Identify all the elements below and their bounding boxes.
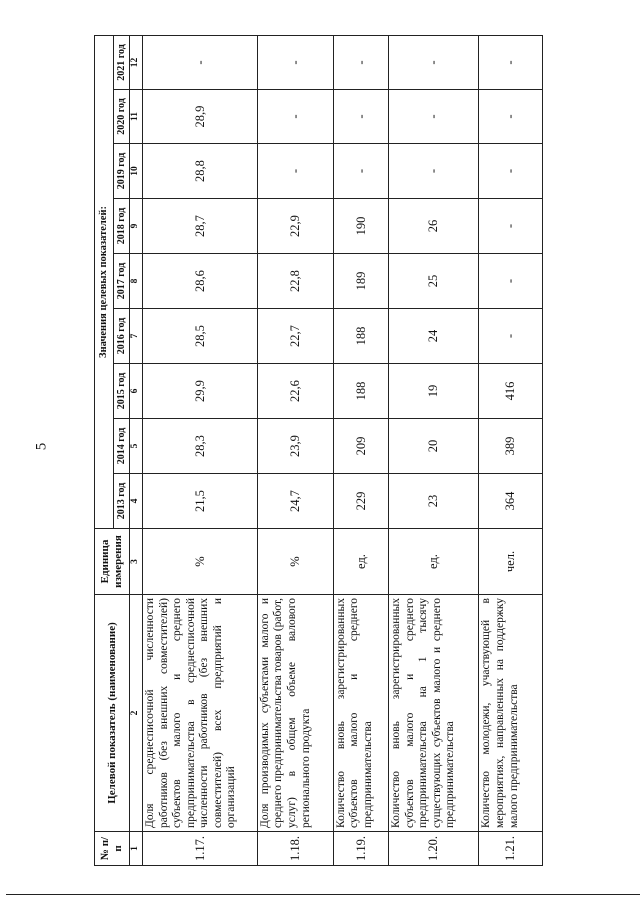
value-cell: 26 bbox=[389, 199, 479, 254]
column-number: 9 bbox=[130, 199, 143, 254]
indicator-description: Доля среднесписочной численности работников (без внешних совместителей) субъектов малого и среднего предпринимательства в среднесписочной численности работников (без внешних совместителей) всех предприятий и организаций bbox=[143, 595, 258, 832]
unit-cell: ед. bbox=[389, 529, 479, 595]
row-number: 1.19. bbox=[333, 832, 388, 866]
value-cell: 209 bbox=[333, 419, 388, 474]
value-cell: - bbox=[257, 90, 333, 144]
value-cell: 229 bbox=[333, 474, 388, 529]
header-year: 2021 год bbox=[114, 35, 130, 89]
column-number: 1 bbox=[130, 832, 143, 866]
value-cell: - bbox=[143, 35, 258, 89]
value-cell: - bbox=[389, 35, 479, 89]
header-year: 2018 год bbox=[114, 199, 130, 254]
column-number: 10 bbox=[130, 144, 143, 199]
header-row-top bbox=[95, 35, 114, 865]
value-cell: - bbox=[333, 144, 388, 199]
value-cell: - bbox=[389, 144, 479, 199]
value-cell: 389 bbox=[479, 419, 543, 474]
column-number: 4 bbox=[130, 474, 143, 529]
header-year: 2020 год bbox=[114, 90, 130, 144]
column-number: 7 bbox=[130, 309, 143, 364]
value-cell: - bbox=[479, 199, 543, 254]
value-cell: 28,6 bbox=[143, 254, 258, 309]
indicator-description: Количество молодежи, участвующей в мероприятиях, направленных на поддержку малого предпринимательства bbox=[479, 595, 543, 832]
value-cell: 28,5 bbox=[143, 309, 258, 364]
value-cell: 188 bbox=[333, 364, 388, 419]
header-year: 2014 год bbox=[114, 419, 130, 474]
header-year: 2013 год bbox=[114, 474, 130, 529]
target-indicators-table bbox=[94, 35, 543, 866]
value-cell: 29,9 bbox=[143, 364, 258, 419]
header-year: 2016 год bbox=[114, 309, 130, 364]
value-cell: - bbox=[389, 90, 479, 144]
value-cell: 189 bbox=[333, 254, 388, 309]
header-values-group: Значения целевых показателей: bbox=[95, 35, 114, 528]
indicator-description: Количество вновь зарегистрированных субъектов малого и среднего предпринимательства на 1 тысячу существующих субъектов малого и среднего предпринимательства bbox=[389, 595, 479, 832]
unit-cell: чел. bbox=[479, 529, 543, 595]
value-cell: - bbox=[479, 254, 543, 309]
column-number: 5 bbox=[130, 419, 143, 474]
footer-rule bbox=[6, 894, 640, 895]
table-row bbox=[479, 35, 543, 865]
unit-cell: % bbox=[143, 529, 258, 595]
value-cell: 364 bbox=[479, 474, 543, 529]
value-cell: 24 bbox=[389, 309, 479, 364]
unit-cell: ед. bbox=[333, 529, 388, 595]
value-cell: 22,6 bbox=[257, 364, 333, 419]
value-cell: - bbox=[257, 144, 333, 199]
table-row bbox=[143, 35, 258, 865]
value-cell: 28,8 bbox=[143, 144, 258, 199]
value-cell: 23 bbox=[389, 474, 479, 529]
value-cell: 20 bbox=[389, 419, 479, 474]
header-indicator: Целевой показатель (наименование) bbox=[95, 595, 130, 832]
column-number: 11 bbox=[130, 90, 143, 144]
value-cell: 21,5 bbox=[143, 474, 258, 529]
value-cell: 24,7 bbox=[257, 474, 333, 529]
table-row bbox=[389, 35, 479, 865]
rotated-table-container bbox=[94, 36, 543, 866]
row-number: 1.21. bbox=[479, 832, 543, 866]
value-cell: - bbox=[479, 90, 543, 144]
value-cell: 25 bbox=[389, 254, 479, 309]
header-year: 2019 год bbox=[114, 144, 130, 199]
value-cell: 22,8 bbox=[257, 254, 333, 309]
column-number: 2 bbox=[130, 595, 143, 832]
column-number-row bbox=[130, 35, 143, 865]
value-cell: 19 bbox=[389, 364, 479, 419]
value-cell: 23,9 bbox=[257, 419, 333, 474]
value-cell: 190 bbox=[333, 199, 388, 254]
value-cell: - bbox=[479, 144, 543, 199]
column-number: 3 bbox=[130, 529, 143, 595]
value-cell: 188 bbox=[333, 309, 388, 364]
indicator-description: Количество вновь зарегистрированных субъектов малого и среднего предпринимательства bbox=[333, 595, 388, 832]
indicator-description: Доля производимых субъектами малого и среднего предпринимательства товаров (работ, услуг) в общем объеме валового регионального продукта bbox=[257, 595, 333, 832]
value-cell: 28,7 bbox=[143, 199, 258, 254]
value-cell: - bbox=[333, 35, 388, 89]
row-number: 1.18. bbox=[257, 832, 333, 866]
table-row bbox=[333, 35, 388, 865]
value-cell: 416 bbox=[479, 364, 543, 419]
row-number: 1.20. bbox=[389, 832, 479, 866]
value-cell: - bbox=[257, 35, 333, 89]
column-number: 8 bbox=[130, 254, 143, 309]
column-number: 6 bbox=[130, 364, 143, 419]
value-cell: 28,3 bbox=[143, 419, 258, 474]
column-number: 12 bbox=[130, 35, 143, 89]
header-unit: Единица измерения bbox=[95, 529, 130, 595]
value-cell: - bbox=[479, 35, 543, 89]
value-cell: 22,9 bbox=[257, 199, 333, 254]
value-cell: - bbox=[479, 309, 543, 364]
value-cell: 22,7 bbox=[257, 309, 333, 364]
header-year: 2015 год bbox=[114, 364, 130, 419]
unit-cell: % bbox=[257, 529, 333, 595]
table-row bbox=[257, 35, 333, 865]
header-number: № п/п bbox=[95, 832, 130, 866]
header-year: 2017 год bbox=[114, 254, 130, 309]
value-cell: 28,9 bbox=[143, 90, 258, 144]
page-number: 5 bbox=[33, 442, 50, 451]
row-number: 1.17. bbox=[143, 832, 258, 866]
value-cell: - bbox=[333, 90, 388, 144]
